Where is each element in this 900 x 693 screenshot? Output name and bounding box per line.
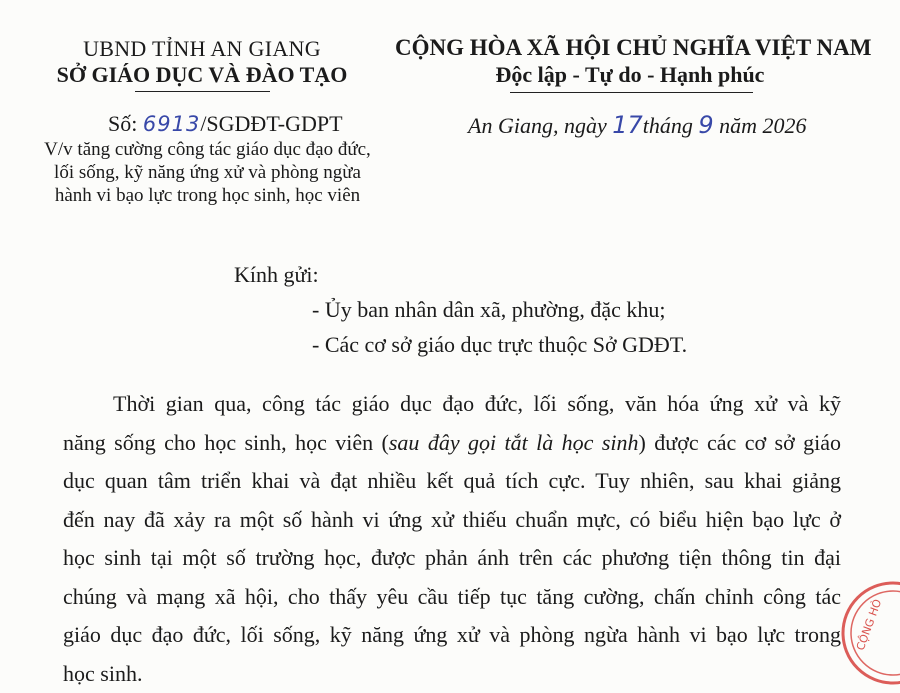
handwritten-day: 17 bbox=[612, 111, 643, 139]
date-year: 2026 bbox=[763, 113, 807, 138]
date-year-label: năm bbox=[719, 113, 757, 138]
body-italic-note: sau đây gọi tắt là học sinh bbox=[389, 430, 639, 455]
body-line: giáo dục đạo đức, lối sống, kỹ năng ứng xử và phòng ngừa hành vi bạo lực trong bbox=[63, 616, 841, 655]
body-line: đến nay đã xảy ra một số hành vi ứng xử thiếu chuẩn mực, có biểu hiện bạo lực ở bbox=[63, 501, 841, 540]
official-seal-stamp bbox=[838, 578, 900, 688]
body-line: học sinh. bbox=[63, 655, 841, 693]
body-line: Thời gian qua, công tác giáo dục đạo đức, lối sống, văn hóa ứng xử và kỹ bbox=[63, 385, 841, 424]
body-line bbox=[63, 424, 841, 463]
right-header-underline bbox=[510, 92, 753, 93]
body-text: năng sống cho học sinh, học viên ( bbox=[63, 430, 389, 455]
body-paragraph bbox=[63, 385, 841, 693]
issuing-authority-name: SỞ GIÁO DỤC VÀ ĐÀO TẠO bbox=[32, 62, 372, 88]
subject-line: hành vi bạo lực trong học sinh, học viên bbox=[40, 184, 375, 207]
body-line: học sinh tại một số trường học, được phản ánh trên các phương tiện thông tin đại bbox=[63, 539, 841, 578]
subject-line: lối sống, kỹ năng ứng xử và phòng ngừa bbox=[40, 161, 375, 184]
issuing-authority-parent: UBND TỈNH AN GIANG bbox=[32, 36, 372, 62]
subject-line: V/v tăng cường công tác giáo dục đạo đức, bbox=[40, 138, 375, 161]
left-header-underline bbox=[135, 91, 270, 92]
handwritten-month: 9 bbox=[698, 111, 713, 139]
date-month-label: tháng bbox=[643, 113, 693, 138]
recipients-greeting: Kính gửi: bbox=[234, 262, 319, 288]
handwritten-document-number: 6913 bbox=[143, 112, 200, 136]
recipient-item: - Các cơ sở giáo dục trực thuộc Sở GDĐT. bbox=[312, 332, 687, 358]
document-number bbox=[108, 111, 343, 137]
national-title: CỘNG HÒA XÃ HỘI CHỦ NGHĨA VIỆT NAM bbox=[395, 35, 865, 61]
body-line: dục quan tâm triển khai và đạt nhiều kết quả tích cực. Tuy nhiên, sau khai giảng bbox=[63, 462, 841, 501]
body-line: chúng và mạng xã hội, cho thấy yêu cầu tiếp tục tăng cường, chấn chỉnh công tác bbox=[63, 578, 841, 617]
body-text: ) được các cơ sở giáo bbox=[639, 430, 841, 455]
svg-text:CỘNG HÒ: CỘNG HÒ bbox=[854, 597, 885, 652]
document-number-suffix: /SGDĐT-GDPT bbox=[200, 111, 342, 136]
recipient-item: - Ủy ban nhân dân xã, phường, đặc khu; bbox=[312, 297, 665, 323]
national-motto: Độc lập - Tự do - Hạnh phúc bbox=[395, 62, 865, 88]
date-place-prefix: An Giang, ngày bbox=[468, 113, 607, 138]
document-subject bbox=[40, 138, 375, 207]
document-date bbox=[468, 111, 807, 139]
document-number-prefix: Số: bbox=[108, 111, 137, 136]
